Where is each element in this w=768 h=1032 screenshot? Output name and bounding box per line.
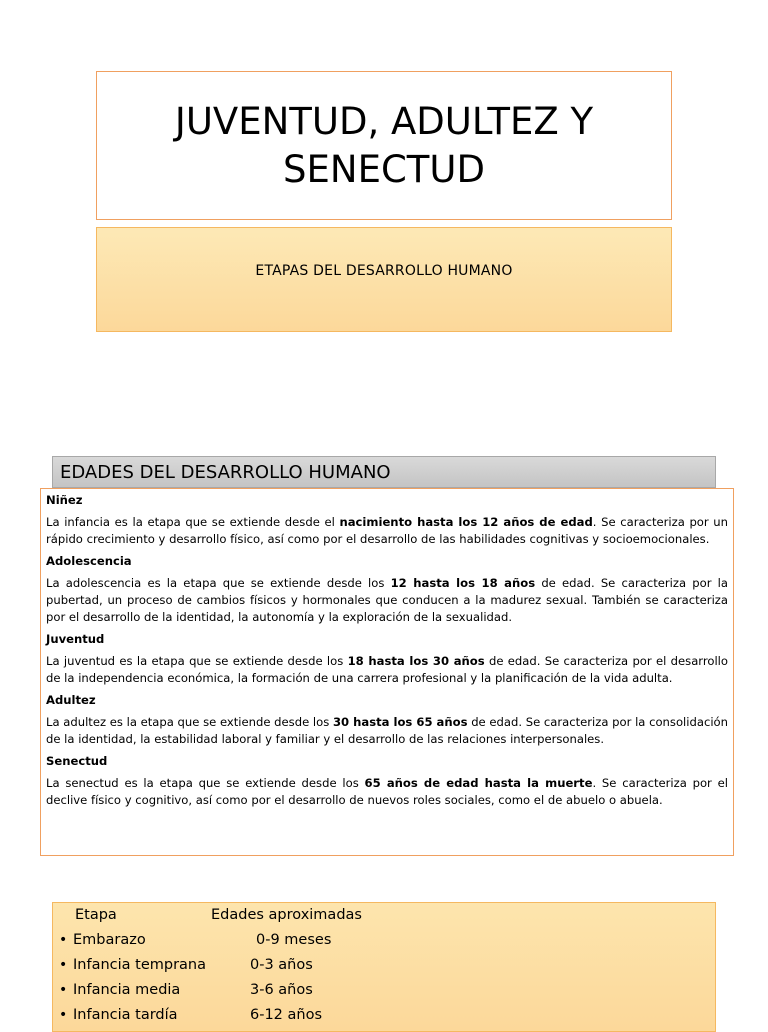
- stage-senectud: [46, 753, 728, 809]
- bullet-icon: •: [59, 982, 68, 998]
- stages-content: [40, 488, 734, 856]
- subtitle-box: [96, 227, 672, 332]
- stage-juventud: [46, 631, 728, 687]
- stage-age-range: 12 hasta los 18 años: [390, 576, 536, 590]
- row-stage: Infancia media: [73, 982, 181, 998]
- stage-age-range: 18 hasta los 30 años: [347, 654, 485, 668]
- bullet-icon: •: [59, 1007, 68, 1023]
- ages-table: [52, 902, 716, 1032]
- stage-title: Niñez: [46, 493, 83, 507]
- header-ages: Edades aproximadas: [211, 907, 362, 923]
- page-subtitle: ETAPAS DEL DESARROLLO HUMANO: [255, 263, 513, 279]
- stage-description: La adultez es la etapa que se extiende desde los 30 hasta los 65 años de edad. Se caracteriza por la consolidación de la identidad, la estabilidad laboral y familiar y el desarrollo de las relaciones interpersonales.: [46, 715, 728, 746]
- title-box: [96, 71, 672, 220]
- stage-description: La senectud es la etapa que se extiende desde los 65 años de edad hasta la muerte. Se caracteriza por el declive físico y cognitivo, así como por el desarrollo de nuevos roles sociales, como el de abuelo o abuela.: [46, 776, 728, 807]
- table-row: [53, 928, 715, 953]
- stage-adultez: [46, 692, 728, 748]
- stage-title: Senectud: [46, 754, 108, 768]
- row-ages: 0-3 años: [250, 957, 313, 973]
- table-header-row: [53, 903, 715, 928]
- stage-description: La juventud es la etapa que se extiende desde los 18 hasta los 30 años de edad. Se caracteriza por el desarrollo de la independencia económica, la formación de una carrera profesional y la planificación de la vida adulta.: [46, 654, 729, 685]
- page-title: JUVENTUD, ADULTEZ Y SENECTUD: [174, 99, 594, 191]
- stage-title: Juventud: [46, 632, 105, 646]
- stage-title: Adultez: [46, 693, 96, 707]
- stage-age-range: 65 años de edad hasta la muerte: [364, 776, 593, 790]
- row-ages: 0-9 meses: [256, 932, 332, 948]
- stage-adolescencia: [46, 553, 728, 626]
- table-row: [53, 953, 715, 978]
- stage-age-range: 30 hasta los 65 años: [332, 715, 468, 729]
- row-ages: 3-6 años: [250, 982, 313, 998]
- stage-title: Adolescencia: [46, 554, 132, 568]
- stage-ninez: [46, 492, 728, 548]
- header-stage: Etapa: [75, 907, 117, 923]
- stage-description: La adolescencia es la etapa que se extiende desde los 12 hasta los 18 años de edad. Se caracteriza por la pubertad, un proceso de cambios físicos y hormonales que conducen a la madurez sexual. También se caracteriza por el desarrollo de la identidad, la autonomía y la exploración de la sexualidad.: [46, 576, 728, 624]
- section-header: EDADES DEL DESARROLLO HUMANO: [52, 456, 716, 488]
- row-stage: Infancia tardía: [73, 1007, 178, 1023]
- row-stage: Infancia temprana: [73, 957, 206, 973]
- table-row: [53, 978, 715, 1003]
- bullet-icon: •: [59, 957, 68, 973]
- table-row: [53, 1003, 715, 1028]
- bullet-icon: •: [59, 932, 68, 948]
- stage-description: La infancia es la etapa que se extiende desde el nacimiento hasta los 12 años de edad. Se caracteriza por un rápido crecimiento y desarrollo físico, así como por el desarrollo de las habilidades cognitivas y socioemocionales.: [46, 515, 728, 546]
- row-ages: 6-12 años: [250, 1007, 323, 1023]
- row-stage: Embarazo: [73, 932, 146, 948]
- stage-age-range: nacimiento hasta los 12 años de edad: [339, 515, 593, 529]
